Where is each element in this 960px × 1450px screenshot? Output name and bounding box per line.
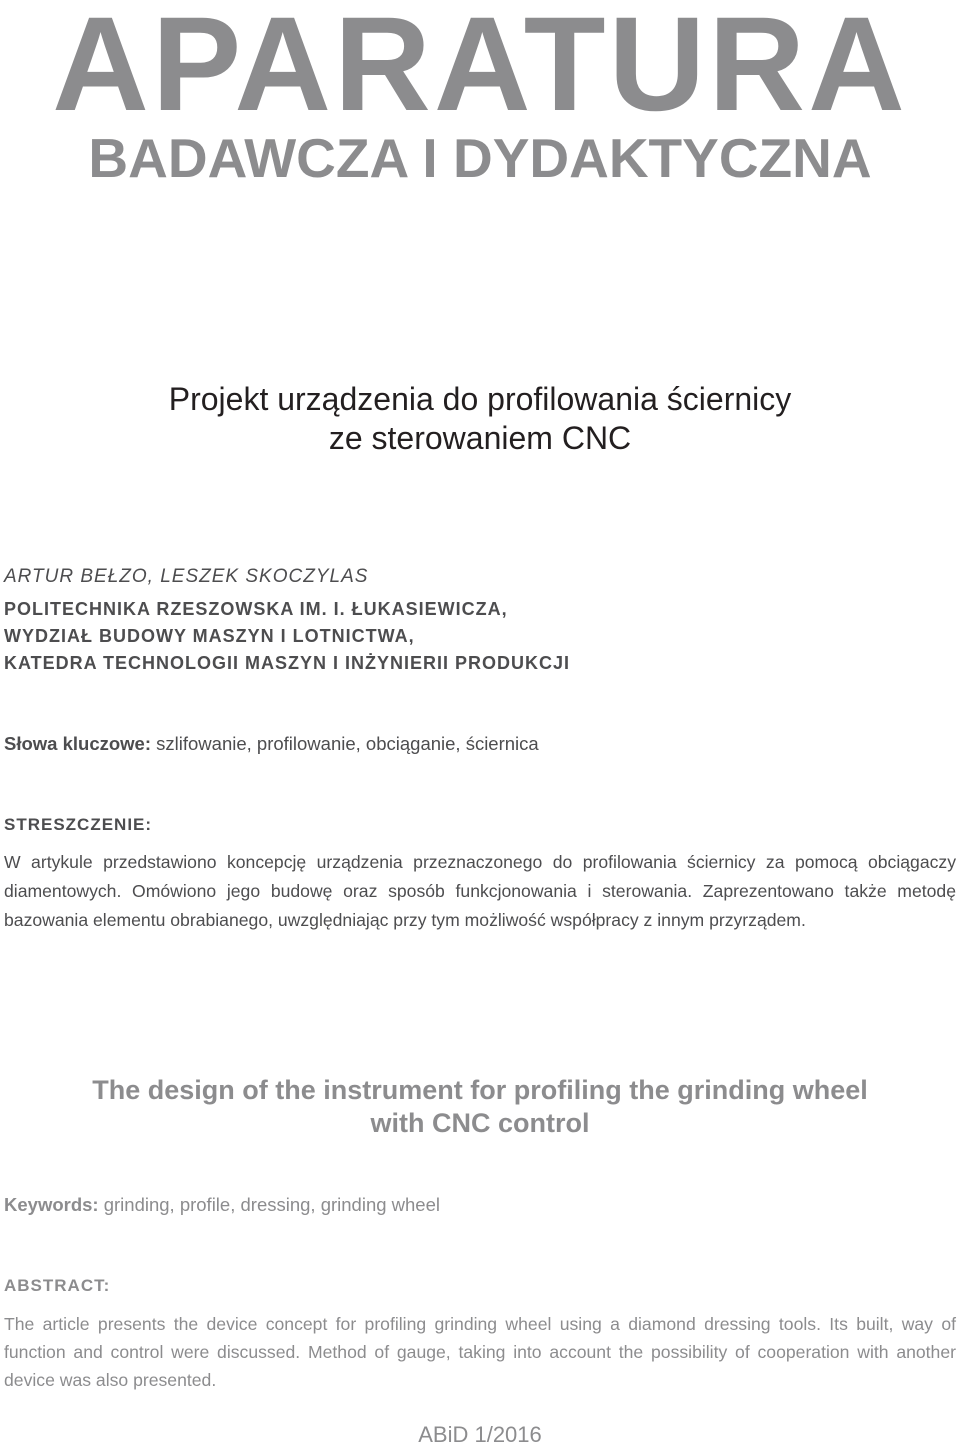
abstract-en-label: ABSTRACT: [4, 1276, 111, 1295]
article-title-pl [0, 380, 960, 458]
affiliation-line2: WYDZIAŁ BUDOWY MASZYN I LOTNICTWA, [4, 626, 415, 646]
article-title-pl-line1: Projekt urządzenia do profilowania ściernicy [168, 381, 792, 417]
journal-subtitle: BADAWCZA I DYDAKTYCZNA [88, 127, 872, 189]
issue-footer: ABiD 1/2016 [418, 1422, 542, 1447]
journal-title: APARATURA [52, 0, 908, 139]
article-title-en-line2: with CNC control [370, 1108, 590, 1138]
affiliation-line1: POLITECHNIKA RZESZOWSKA IM. I. ŁUKASIEWICZA, [4, 599, 508, 619]
abstract-pl-text: W artykule przedstawiono koncepcję urządzenia przeznaczonego do profilowania ściernicy za pomocą obciągaczy diamentowych. Omówiono jego budowę oraz sposób funkcjonowania i sterowania. Zaprezentowano także metodę bazowania elementu obrabianego, uwzględniając przy tym możliwość współpracy z innym przyrządem. [4, 852, 956, 930]
keywords-pl [4, 733, 539, 755]
keywords-en-text: grinding, profile, dressing, grinding wheel [98, 1194, 440, 1215]
abstract-en-text: The article presents the device concept for profiling grinding wheel using a diamond dressing tools. Its built, way of function and control were discussed. Method of gauge, taking into account the possibility of cooperation with another device was also presented. [4, 1314, 956, 1390]
affiliation-line3: KATEDRA TECHNOLOGII MASZYN I INŻYNIERII PRODUKCJI [4, 653, 571, 673]
article-title-pl-line2: ze sterowaniem CNC [328, 420, 632, 456]
article-title-en [0, 1074, 960, 1140]
article-title-en-line1: The design of the instrument for profiling the grinding wheel [92, 1075, 868, 1105]
keywords-en-label: Keywords: [4, 1194, 99, 1215]
keywords-pl-label: Słowa kluczowe: [4, 733, 152, 754]
keywords-pl-text: szlifowanie, profilowanie, obciąganie, ściernica [151, 733, 539, 754]
authors: ARTUR BEŁZO, LESZEK SKOCZYLAS [4, 566, 369, 587]
affiliation [4, 596, 570, 677]
abstract-pl-label: STRESZCZENIE: [4, 815, 153, 834]
keywords-en [4, 1194, 440, 1216]
